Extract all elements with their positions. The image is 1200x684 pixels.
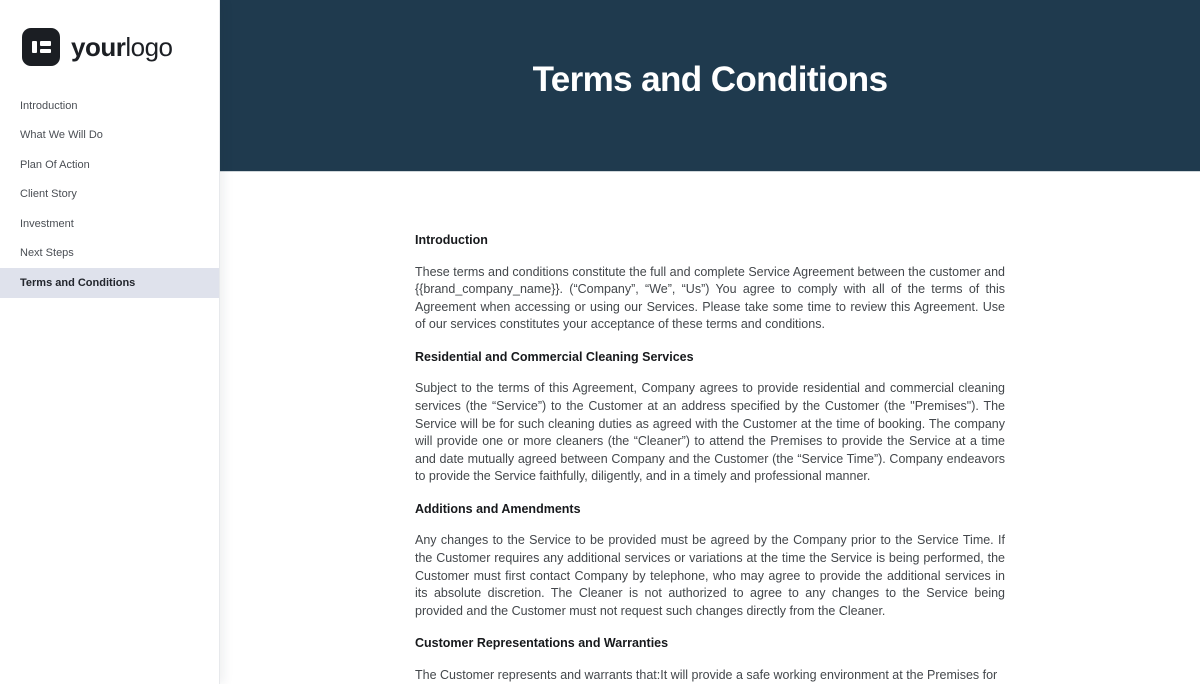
logo-text: [71, 32, 173, 63]
section-heading: Introduction: [415, 233, 488, 247]
section-paragraph: The Customer represents and warrants that:It will provide a safe working environment at the Premises for: [415, 667, 998, 682]
sidebar-item-plan-of-action[interactable]: [0, 150, 219, 180]
sidebar-item-label: Introduction: [20, 99, 78, 112]
sidebar-item-next-steps[interactable]: [0, 239, 219, 269]
logo-text-bold: your: [71, 31, 126, 62]
document-section: [415, 232, 1005, 334]
document-section: [415, 501, 1005, 620]
section-heading: Residential and Commercial Cleaning Services: [415, 349, 694, 364]
section-paragraph: These terms and conditions constitute the full and complete Service Agreement between the customer and {{brand_company_name}}. (“Company”, “We”, “Us”) You agree to comply with all of the terms of this Agreement when accessing or using our Services. Please take some time to review this Agreement. Use of our services constitutes your acceptance of these terms and conditions.: [415, 264, 1005, 332]
section-paragraph: Any changes to the Service to be provided must be agreed by the Company prior to the Service Time. If the Customer requires any additional services or variations at the time the Service is being performed, the Customer must first contact Company by telephone, who may agree to provide the additional services in its absolute discretion. The Cleaner is not authorized to agree to any changes to the Service being provided and the Customer must not request such changes directly from the Cleaner.: [415, 533, 1005, 618]
sidebar-item-label: Next Steps: [20, 247, 74, 260]
logo-text-light: logo: [125, 31, 173, 62]
sidebar-nav: [0, 91, 219, 298]
section-heading: Additions and Amendments: [415, 501, 581, 516]
sidebar-item-label: What We Will Do: [20, 129, 103, 142]
page-title: Terms and Conditions: [532, 59, 888, 99]
sidebar-item-label: Terms and Conditions: [20, 276, 136, 289]
main-area: [220, 0, 1200, 684]
logo-icon: [22, 28, 60, 66]
document-section: [415, 349, 1005, 486]
sidebar-item-what-we-will-do[interactable]: [0, 121, 219, 151]
sidebar-item-label: Investment: [20, 217, 74, 230]
sidebar-item-introduction[interactable]: [0, 91, 219, 121]
sidebar: [0, 0, 220, 684]
section-paragraph: Subject to the terms of this Agreement, Company agrees to provide residential and commercial cleaning services (the “Service”) to the Customer at an address specified by the Customer (the "Premises"). The Service will be for such cleaning duties as agreed with the Customer at the time of booking. The company will provide one or more cleaners (the “Cleaner”) to attend the Premises to provide the Service at a time and date mutually agreed between Company and the Customer (the “Service Time”). Company endeavors to provide the Service faithfully, diligently, and in a timely and professional manner.: [415, 381, 1005, 484]
document-body: [220, 172, 1200, 683]
page-header-banner: [220, 0, 1200, 172]
sidebar-item-client-story[interactable]: [0, 180, 219, 210]
sidebar-item-label: Plan Of Action: [20, 158, 90, 171]
document-section: [415, 635, 1005, 683]
sidebar-item-label: Client Story: [20, 188, 77, 201]
sidebar-item-terms-and-conditions[interactable]: [0, 268, 219, 298]
document-content: [415, 172, 1005, 683]
section-heading: Customer Representations and Warranties: [415, 636, 669, 651]
logo: [0, 0, 219, 66]
sidebar-item-investment[interactable]: [0, 209, 219, 239]
